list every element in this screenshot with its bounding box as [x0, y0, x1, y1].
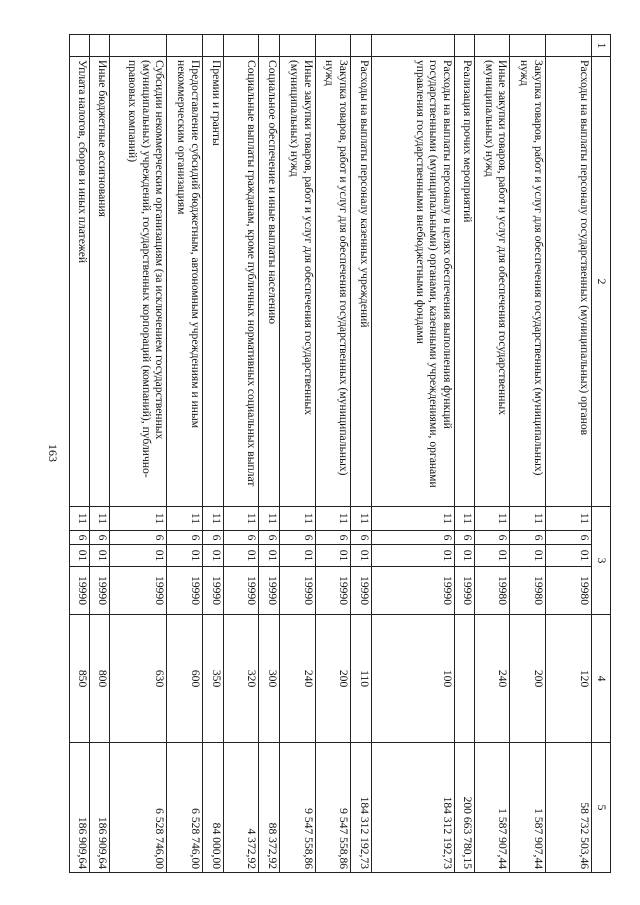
table-row	[259, 35, 280, 873]
amount-value: 4 372,92	[223, 743, 258, 873]
code-program: 11	[454, 507, 474, 531]
code-program: 11	[371, 507, 454, 531]
code-subprogram: 6	[167, 531, 202, 545]
table-row	[454, 35, 474, 873]
expense-name: Расходы на выплаты персоналу в целях обеспечения выполнения функций государственными (муниципальными) органами, казенными учреждениями, органами управления государственными внебюджетными фондами	[371, 57, 454, 507]
expense-name: Иные бюджетные ассигнования	[90, 57, 110, 507]
code-direction: 19990	[280, 567, 315, 615]
code-main-activity: 01	[202, 545, 223, 567]
code-main-activity: 01	[474, 545, 509, 567]
code-main-activity: 01	[371, 545, 454, 567]
expense-type-code: 100	[371, 615, 454, 743]
code-subprogram: 6	[454, 531, 474, 545]
row-index-cell	[223, 35, 258, 57]
code-program: 11	[350, 507, 371, 531]
code-program: 11	[315, 507, 350, 531]
code-direction: 19990	[202, 567, 223, 615]
code-subprogram: 6	[545, 531, 591, 545]
table-row	[280, 35, 315, 873]
header-row	[592, 35, 611, 873]
page-number: 163	[46, 444, 60, 462]
table-row	[350, 35, 371, 873]
code-direction: 19990	[454, 567, 474, 615]
code-direction: 19980	[545, 567, 591, 615]
expense-type-code: 240	[474, 615, 509, 743]
code-program: 11	[259, 507, 280, 531]
expense-name: Предоставление субсидий бюджетным, автономным учреждениям и иным некоммерческим организациям	[167, 57, 202, 507]
expense-type-code: 850	[70, 615, 90, 743]
expense-type-code	[454, 615, 474, 743]
code-direction: 19990	[371, 567, 454, 615]
table-row	[223, 35, 258, 873]
expense-type-code: 600	[167, 615, 202, 743]
code-main-activity: 01	[510, 545, 545, 567]
expense-name: Премии и гранты	[202, 57, 223, 507]
code-direction: 19990	[70, 567, 90, 615]
code-program: 11	[202, 507, 223, 531]
code-direction: 19990	[259, 567, 280, 615]
expense-name: Закупка товаров, работ и услуг для обеспечения государственных (муниципальных) нужд	[510, 57, 545, 507]
row-index-cell	[280, 35, 315, 57]
expense-type-code: 630	[109, 615, 167, 743]
code-program: 11	[90, 507, 110, 531]
row-index-cell	[545, 35, 591, 57]
code-main-activity: 01	[315, 545, 350, 567]
col-header-2: 2	[592, 57, 611, 507]
table-row	[109, 35, 167, 873]
code-main-activity: 01	[280, 545, 315, 567]
code-subprogram: 6	[280, 531, 315, 545]
table-row	[545, 35, 591, 873]
expense-type-code: 300	[259, 615, 280, 743]
table-row	[70, 35, 90, 873]
col-header-3: 3	[592, 507, 611, 615]
amount-value: 6 528 746,00	[109, 743, 167, 873]
code-main-activity: 01	[90, 545, 110, 567]
table-row	[202, 35, 223, 873]
table-row	[167, 35, 202, 873]
code-main-activity: 01	[350, 545, 371, 567]
code-main-activity: 01	[259, 545, 280, 567]
table-row	[371, 35, 454, 873]
code-subprogram: 6	[70, 531, 90, 545]
code-direction: 19980	[474, 567, 509, 615]
table-row	[474, 35, 509, 873]
code-program: 11	[109, 507, 167, 531]
row-index-cell	[454, 35, 474, 57]
amount-value: 9 547 558,86	[315, 743, 350, 873]
rotated-table-wrapper	[69, 34, 611, 872]
code-program: 11	[510, 507, 545, 531]
amount-value: 186 909,64	[90, 743, 110, 873]
code-direction: 19990	[109, 567, 167, 615]
expense-name: Уплата налогов, сборов и иных платежей	[70, 57, 90, 507]
expense-name: Расходы на выплаты персоналу государственных (муниципальных) органов	[545, 57, 591, 507]
expense-type-code: 110	[350, 615, 371, 743]
row-index-cell	[259, 35, 280, 57]
row-index-cell	[109, 35, 167, 57]
row-index-cell	[167, 35, 202, 57]
expense-type-code: 200	[315, 615, 350, 743]
row-index-cell	[510, 35, 545, 57]
amount-value: 88 372,92	[259, 743, 280, 873]
expense-type-code: 320	[223, 615, 258, 743]
code-main-activity: 01	[109, 545, 167, 567]
amount-value: 1 587 907,44	[474, 743, 509, 873]
amount-value: 9 547 558,86	[280, 743, 315, 873]
expense-name: Иные закупки товаров, работ и услуг для обеспечения государственных (муниципальных) нужд	[280, 57, 315, 507]
table-body	[70, 35, 592, 873]
code-subprogram: 6	[109, 531, 167, 545]
amount-value: 58 732 503,46	[545, 743, 591, 873]
code-direction: 19990	[315, 567, 350, 615]
row-index-cell	[371, 35, 454, 57]
row-index-cell	[90, 35, 110, 57]
amount-value: 184 312 192,73	[371, 743, 454, 873]
code-subprogram: 6	[474, 531, 509, 545]
code-direction: 19990	[90, 567, 110, 615]
row-index-cell	[474, 35, 509, 57]
code-main-activity: 01	[223, 545, 258, 567]
code-subprogram: 6	[315, 531, 350, 545]
expense-type-code: 800	[90, 615, 110, 743]
expense-type-code: 200	[510, 615, 545, 743]
expense-name: Социальное обеспечение и иные выплаты населению	[259, 57, 280, 507]
code-subprogram: 6	[223, 531, 258, 545]
expense-name: Социальные выплаты гражданам, кроме публичных нормативных социальных выплат	[223, 57, 258, 507]
table-row	[510, 35, 545, 873]
code-subprogram: 6	[371, 531, 454, 545]
amount-value: 200 663 780,15	[454, 743, 474, 873]
amount-value: 186 909,64	[70, 743, 90, 873]
expense-name: Закупка товаров, работ и услуг для обеспечения государственных (муниципальных) нужд	[315, 57, 350, 507]
amount-value: 1 587 907,44	[510, 743, 545, 873]
row-index-cell	[202, 35, 223, 57]
amount-value: 6 528 746,00	[167, 743, 202, 873]
code-program: 11	[545, 507, 591, 531]
code-program: 11	[167, 507, 202, 531]
code-subprogram: 6	[202, 531, 223, 545]
code-main-activity: 01	[454, 545, 474, 567]
col-header-4: 4	[592, 615, 611, 743]
code-program: 11	[280, 507, 315, 531]
code-subprogram: 6	[90, 531, 110, 545]
expense-name: Субсидии некоммерческим организациям (за исключением государственных (муниципальных) учреждений, государственных корпораций (компаний), публично-правовых компаний)	[109, 57, 167, 507]
col-header-1: 1	[592, 35, 611, 57]
row-index-cell	[315, 35, 350, 57]
code-main-activity: 01	[167, 545, 202, 567]
code-subprogram: 6	[350, 531, 371, 545]
amount-value: 184 312 192,73	[350, 743, 371, 873]
code-program: 11	[223, 507, 258, 531]
table-row	[90, 35, 110, 873]
code-subprogram: 6	[259, 531, 280, 545]
expense-type-code: 350	[202, 615, 223, 743]
expense-name: Иные закупки товаров, работ и услуг для обеспечения государственных (муниципальных) нужд	[474, 57, 509, 507]
code-direction: 19990	[167, 567, 202, 615]
code-direction: 19990	[350, 567, 371, 615]
expense-type-code: 240	[280, 615, 315, 743]
row-index-cell	[350, 35, 371, 57]
code-subprogram: 6	[510, 531, 545, 545]
code-program: 11	[474, 507, 509, 531]
code-direction: 19990	[223, 567, 258, 615]
expense-type-code: 120	[545, 615, 591, 743]
code-main-activity: 01	[70, 545, 90, 567]
budget-table	[69, 34, 611, 873]
col-header-5: 5	[592, 743, 611, 873]
amount-value: 84 000,00	[202, 743, 223, 873]
code-main-activity: 01	[545, 545, 591, 567]
expense-name: Расходы на выплаты персоналу казенных учреждений	[350, 57, 371, 507]
code-direction: 19980	[510, 567, 545, 615]
expense-name: Реализация прочих мероприятий	[454, 57, 474, 507]
row-index-cell	[70, 35, 90, 57]
code-program: 11	[70, 507, 90, 531]
table-row	[315, 35, 350, 873]
